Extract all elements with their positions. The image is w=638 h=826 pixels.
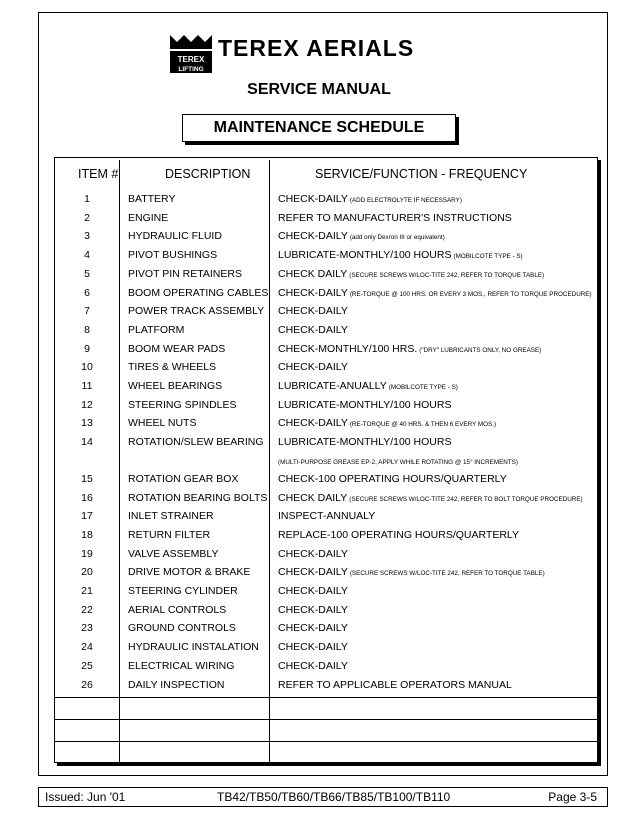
table-row bbox=[55, 581, 597, 600]
service-text: CHECK-DAILY bbox=[278, 286, 348, 299]
item-number: 3 bbox=[84, 230, 90, 243]
service-note: (add only Dexron III or equivalent) bbox=[349, 234, 445, 242]
item-service bbox=[278, 212, 512, 224]
service-text: REFER TO APPLICABLE OPERATORS MANUAL bbox=[278, 678, 512, 691]
item-service bbox=[278, 473, 507, 485]
item-description: VALVE ASSEMBLY bbox=[128, 547, 219, 560]
service-text: CHECK DAILY bbox=[278, 267, 348, 280]
item-number: 8 bbox=[84, 323, 90, 336]
service-note: (SECURE SCREWS W/LOC-TITE 242, REFER TO BOLT TORQUE PROCEDURE) bbox=[349, 495, 583, 503]
service-note: ("DRY" LUBRICANTS ONLY, NO GREASE) bbox=[419, 346, 542, 354]
item-service bbox=[278, 380, 458, 392]
item-number: 5 bbox=[84, 267, 90, 280]
logo-sub-text: LIFTING bbox=[178, 66, 204, 73]
item-service bbox=[278, 492, 583, 504]
service-text: CHECK-DAILY bbox=[278, 566, 348, 579]
item-description: RETURN FILTER bbox=[128, 528, 211, 541]
item-service bbox=[278, 287, 592, 299]
item-number: 15 bbox=[81, 472, 93, 485]
item-description: INLET STRAINER bbox=[128, 510, 214, 523]
item-number: 9 bbox=[84, 342, 90, 355]
service-text: CHECK-DAILY bbox=[278, 585, 348, 597]
service-text: CHECK-MONTHLY/100 HRS. bbox=[278, 342, 418, 355]
page-number: Page 3-5 bbox=[548, 790, 597, 804]
table-row bbox=[55, 226, 597, 245]
table-row bbox=[55, 357, 597, 376]
table-row bbox=[55, 525, 597, 544]
service-text: LUBRICATE-MONTHLY/100 HOURS bbox=[278, 249, 452, 262]
item-service bbox=[278, 660, 348, 672]
item-number: 25 bbox=[81, 659, 93, 672]
table-row bbox=[55, 245, 597, 264]
item-service bbox=[278, 230, 445, 242]
service-text: LUBRICATE-MONTHLY/100 HOURS bbox=[278, 436, 452, 449]
terex-logo bbox=[168, 33, 214, 75]
item-number: 24 bbox=[81, 641, 93, 654]
item-service bbox=[278, 510, 375, 522]
item-description: BOOM OPERATING CABLES bbox=[128, 286, 269, 299]
service-text: CHECK-100 OPERATING HOURS/QUARTERLY bbox=[278, 472, 507, 485]
item-description: ENGINE bbox=[128, 211, 169, 224]
service-text: CHECK-DAILY bbox=[278, 361, 348, 374]
table-row bbox=[55, 264, 597, 283]
column-header-description: DESCRIPTION bbox=[165, 167, 251, 181]
manual-title: SERVICE MANUAL bbox=[247, 81, 391, 98]
item-number: 17 bbox=[81, 510, 93, 523]
item-description: WHEEL NUTS bbox=[128, 417, 197, 430]
table-row bbox=[55, 675, 597, 694]
item-service bbox=[278, 436, 451, 448]
item-description: ELECTRICAL WIRING bbox=[128, 659, 235, 672]
item-number: 7 bbox=[84, 305, 90, 318]
table-row bbox=[55, 301, 597, 320]
item-description: BATTERY bbox=[128, 193, 176, 205]
item-description: PIVOT PIN RETAINERS bbox=[128, 267, 242, 280]
item-service bbox=[278, 548, 348, 560]
item-description: PIVOT BUSHINGS bbox=[128, 249, 218, 262]
empty-row-line bbox=[55, 719, 597, 720]
item-number: 21 bbox=[81, 585, 93, 597]
service-text: CHECK-DAILY bbox=[278, 641, 348, 654]
item-number: 12 bbox=[81, 398, 93, 411]
item-description: DAILY INSPECTION bbox=[128, 678, 225, 691]
item-description: WHEEL BEARINGS bbox=[128, 380, 223, 392]
item-service bbox=[278, 343, 541, 355]
item-description: GROUND CONTROLS bbox=[128, 622, 236, 635]
item-number: 6 bbox=[84, 286, 90, 299]
service-text: CHECK-DAILY bbox=[278, 417, 348, 430]
empty-row-line bbox=[55, 741, 597, 742]
service-text: CHECK-DAILY bbox=[278, 230, 348, 243]
model-list: TB42/TB50/TB60/TB66/TB85/TB100/TB110 bbox=[217, 790, 451, 804]
item-description: STEERING SPINDLES bbox=[128, 398, 237, 411]
item-service bbox=[278, 641, 348, 653]
service-note: (ADD ELECTROLYTE IF NECESSARY) bbox=[349, 197, 462, 204]
company-name: TEREX AERIALS bbox=[218, 35, 415, 61]
item-service bbox=[278, 679, 512, 691]
table-row bbox=[55, 320, 597, 339]
column-header-item: ITEM # bbox=[78, 167, 119, 181]
item-number: 4 bbox=[84, 249, 90, 262]
item-service bbox=[278, 193, 462, 205]
item-service bbox=[278, 268, 544, 280]
service-text: LUBRICATE-MONTHLY/100 HOURS bbox=[278, 398, 452, 411]
service-text: INSPECT-ANNUALY bbox=[278, 510, 376, 523]
item-service bbox=[278, 324, 348, 336]
item-service bbox=[278, 585, 348, 597]
item-number: 14 bbox=[81, 436, 93, 449]
item-number: 18 bbox=[81, 528, 93, 541]
item-number: 22 bbox=[81, 603, 93, 616]
service-note: (MOBILCOTE TYPE - S) bbox=[388, 384, 458, 391]
table-row bbox=[55, 562, 597, 581]
service-text: CHECK-DAILY bbox=[278, 547, 348, 560]
table-row bbox=[55, 506, 597, 525]
item-description: PLATFORM bbox=[128, 323, 185, 336]
section-title: MAINTENANCE SCHEDULE bbox=[182, 114, 456, 142]
item-description: POWER TRACK ASSEMBLY bbox=[128, 305, 265, 318]
logo-top-text: TEREX bbox=[177, 55, 205, 64]
item-service bbox=[278, 249, 523, 261]
service-text: CHECK-DAILY bbox=[278, 659, 348, 672]
service-text: CHECK-DAILY bbox=[278, 603, 348, 616]
table-row bbox=[55, 395, 597, 414]
service-text: CHECK-DAILY bbox=[278, 305, 348, 318]
table-row bbox=[55, 189, 597, 208]
item-description: STEERING CYLINDER bbox=[128, 585, 238, 597]
item-number: 2 bbox=[84, 211, 90, 224]
item-description: ROTATION/SLEW BEARING bbox=[128, 436, 264, 449]
table-row bbox=[55, 544, 597, 563]
table-row bbox=[55, 637, 597, 656]
service-text: CHECK-DAILY bbox=[278, 193, 348, 205]
table-row bbox=[55, 600, 597, 619]
item-description: ROTATION BEARING BOLTS bbox=[128, 491, 268, 504]
item-description: ROTATION GEAR BOX bbox=[128, 472, 239, 485]
service-note: (RE-TORQUE @ 40 HRS. & THEN 6 EVERY MOS.) bbox=[349, 421, 497, 429]
item-description: TIRES & WHEELS bbox=[128, 361, 217, 374]
table-row bbox=[55, 618, 597, 637]
service-text: LUBRICATE-ANUALLY bbox=[278, 380, 387, 392]
item-description: BOOM WEAR PADS bbox=[128, 342, 226, 355]
table-row bbox=[55, 283, 597, 302]
item-description: AERIAL CONTROLS bbox=[128, 603, 227, 616]
item-service bbox=[278, 361, 348, 373]
item-service bbox=[278, 417, 496, 429]
item-number: 1 bbox=[84, 193, 90, 205]
page-footer bbox=[38, 787, 608, 807]
table-row bbox=[55, 339, 597, 358]
service-text: CHECK-DAILY bbox=[278, 323, 348, 336]
item-service bbox=[278, 305, 348, 317]
table-row bbox=[55, 208, 597, 227]
item-number: 20 bbox=[81, 566, 93, 579]
item-service bbox=[278, 566, 545, 578]
item-number: 11 bbox=[81, 380, 93, 392]
service-text: REPLACE-100 OPERATING HOURS/QUARTERLY bbox=[278, 528, 519, 541]
service-text: REFER TO MANUFACTURER'S INSTRUCTIONS bbox=[278, 211, 512, 224]
item-service bbox=[278, 622, 348, 634]
empty-row-line bbox=[55, 697, 597, 698]
item-description: HYDRAULIC FLUID bbox=[128, 230, 222, 243]
item-number: 13 bbox=[81, 417, 93, 430]
item-service bbox=[278, 529, 519, 541]
table-row bbox=[55, 432, 597, 451]
item-number: 19 bbox=[81, 547, 93, 560]
item-number: 10 bbox=[81, 361, 93, 374]
table-row bbox=[55, 488, 597, 507]
item-service bbox=[278, 604, 348, 616]
item-number: 26 bbox=[81, 678, 93, 691]
column-header-service: SERVICE/FUNCTION - FREQUENCY bbox=[315, 167, 528, 181]
row-14-note: (MULTI-PURPOSE GREASE EP-2, APPLY WHILE ROTATING @ 15° INCREMENTS) bbox=[278, 459, 518, 466]
table-row bbox=[55, 469, 597, 488]
item-service bbox=[278, 399, 451, 411]
item-number: 23 bbox=[81, 622, 93, 635]
service-text: CHECK-DAILY bbox=[278, 622, 348, 635]
item-description: HYDRAULIC INSTALATION bbox=[128, 641, 259, 654]
item-description: DRIVE MOTOR & BRAKE bbox=[128, 566, 251, 579]
service-note: (SECURE SCREWS W/LOC-TITE 242, REFER TO TORQUE TABLE) bbox=[349, 271, 545, 279]
table-row bbox=[55, 413, 597, 432]
table-row bbox=[55, 376, 597, 395]
service-note: (MOBILCOTE TYPE - S) bbox=[453, 253, 523, 261]
service-note: (RE-TORQUE @ 100 HRS. OR EVERY 3 MOS., REFER TO TORQUE PROCEDURE) bbox=[349, 290, 592, 298]
item-number: 16 bbox=[81, 491, 93, 504]
service-text: CHECK DAILY bbox=[278, 491, 348, 504]
service-note: (SECURE SCREWS W/LOC-TITE 242, REFER TO TORQUE TABLE) bbox=[349, 570, 545, 578]
issued-date: Issued: Jun '01 bbox=[45, 790, 126, 804]
table-row bbox=[55, 656, 597, 675]
